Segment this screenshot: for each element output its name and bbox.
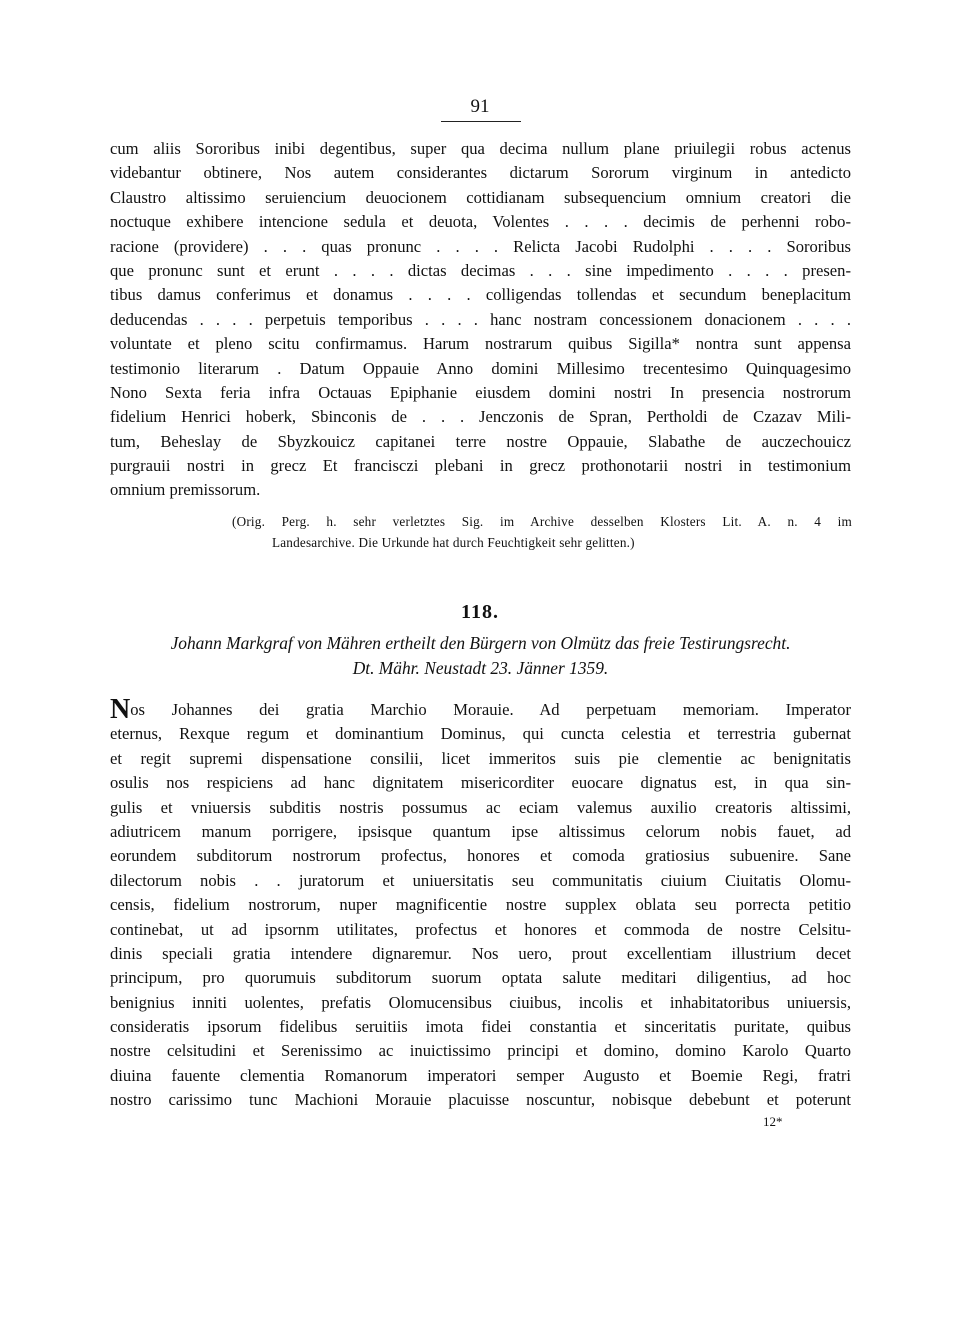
text-line: tibus damus conferimus et donamus . . . . colligendas tollendas et secundum beneplacitum <box>110 285 851 305</box>
text-line: eorundem subditorum nostrorum profectus, honores et comoda gratiosius subuenire. Sane <box>110 846 851 866</box>
source-note <box>232 511 852 553</box>
text-line: omnium premissorum. <box>110 480 261 500</box>
text-line: benignius inniti uolentes, prefatis Olomucensibus ciuibus, incolis et inhabitatoribus uniuersis, <box>110 992 851 1012</box>
text-line: deducendas . . . . perpetuis temporibus . . . . hanc nostram concessionem donacionem . . . . <box>110 309 851 329</box>
text-line: censis, fidelium nostrorum, nuper magnificentie nostre supplex oblata seu porrecta petitio <box>110 895 851 915</box>
text-line: gulis et vniuersis subditis nostris possumus ac eciam valemus auxilio creatoris altissimi, <box>110 797 851 817</box>
continuation-paragraph <box>110 137 851 503</box>
text-line: nostro carissimo tunc Machioni Morauie placuisse noscuntur, nobisque debebunt et poterunt <box>110 1090 851 1110</box>
text-line: noctuque exhibere intencione sedula et deuota, Volentes . . . . decimis de perhenni robo- <box>110 212 851 232</box>
document-regest <box>110 631 851 681</box>
source-note-line: Landesarchive. Die Urkunde hat durch Feuchtigkeit sehr gelitten.) <box>272 535 635 550</box>
text-line: fidelium Henrici hoberk, Sbinconis de . . . Jenczonis de Spran, Pertholdi de Czazav Mili- <box>110 407 851 427</box>
text-line: cum aliis Sororibus inibi degentibus, super qua decima nullum plane priuilegii robus actenus <box>110 139 851 158</box>
drop-initial: N <box>110 698 131 723</box>
text-line: videbantur obtinere, Nos autem considerantes dictarum Sororum virginum in antedicto <box>110 163 851 183</box>
text-line: continebat, ut ad ipsornm utilitates, profectus et honores et commoda de nostre Celsitu- <box>110 919 851 939</box>
text-line: purgrauii nostri in grecz Et francisczi plebani in grecz prothonotarii nostri in testimonium <box>110 456 851 476</box>
regest-line: Dt. Mähr. Neustadt 23. Jänner 1359. <box>352 658 609 678</box>
text-line: diuina fauente clementia Romanorum imperatori semper Augusto et Boemie Regi, fratri <box>110 1065 851 1085</box>
document-number: 118. <box>461 601 499 623</box>
text-line: Nono Sexta feria infra Octauas Epiphanie eiusdem domini nostri In presencia nostrorum <box>110 382 851 402</box>
text-line: dilectorum nobis . . juratorum et uniuersitatis seu communitatis ciuium Ciuitatis Olomu- <box>110 870 851 890</box>
text-line: que pronunc sunt et erunt . . . . dictas decimas . . . sine impedimento . . . . presen- <box>110 260 851 280</box>
text-line: Claustro altissimo seruiencium deuocionem cottidianam subsequencium omnium creatori die <box>110 187 851 207</box>
signature-mark: 12* <box>763 1114 783 1129</box>
text-line: testimonio literarum . Datum Oppauie Anno domini Millesimo trecentesimo Quinquagesimo <box>110 358 851 378</box>
text-line: tum, Beheslay de Sbyzkouicz capitanei terre nostre Oppauie, Slabathe de auczechouicz <box>110 431 851 451</box>
text-line: consideratis ipsorum fidelibus seruitiis imota fidei constantia et sinceritatis puritate, quibus <box>110 1017 851 1037</box>
page-number: 91 <box>470 96 490 117</box>
text-line: et regit supremi dispensatione consilii, licet immeritos suis pie clementie ac benignitatis <box>110 748 851 768</box>
regest-line: Johann Markgraf von Mähren ertheilt den Bürgern von Olmütz das freie Testirungsrecht. <box>170 633 791 653</box>
charter-first-line-text: os Johannes dei gratia Marchio Morauie. Ad perpetuam memoriam. Imperator <box>130 700 851 719</box>
text-line: voluntate et pleno scitu confirmamus. Harum nostrarum quibus Sigilla* nontra sunt appensa <box>110 334 851 354</box>
text-line: eternus, Rexque regum et dominantium Dominus, qui cuncta celestia et terrestria gubernat <box>110 724 851 744</box>
source-note-line: (Orig. Perg. h. sehr verletztes Sig. im Archive desselben Klosters Lit. A. n. 4 im <box>232 514 852 529</box>
text-line: adiutricem manum porrigere, ipsisque quantum ipse altissimus celorum nobis fauet, ad <box>110 821 851 841</box>
charter-first-line <box>110 698 851 722</box>
page-number-rule <box>441 121 521 122</box>
charter-paragraph <box>110 698 851 1113</box>
text-line: principum, pro quorumuis subditorum suorum optata salute meditari diligentius, ad hoc <box>110 968 851 988</box>
text-line: osulis nos respiciens ad hanc dignitatem misericorditer euocare dignatus est, in qua sin- <box>110 773 851 793</box>
text-line: dinis speciali gratia intendere dignaremur. Nos uero, prout excellentiam illustrium decet <box>110 943 851 963</box>
text-line: nostre celsitudini et Serenissimo ac inuictissimo principi et domino, domino Karolo Quarto <box>110 1041 851 1061</box>
text-line: racione (providere) . . . quas pronunc . . . . Relicta Jacobi Rudolphi . . . . Sororibus <box>110 236 851 256</box>
